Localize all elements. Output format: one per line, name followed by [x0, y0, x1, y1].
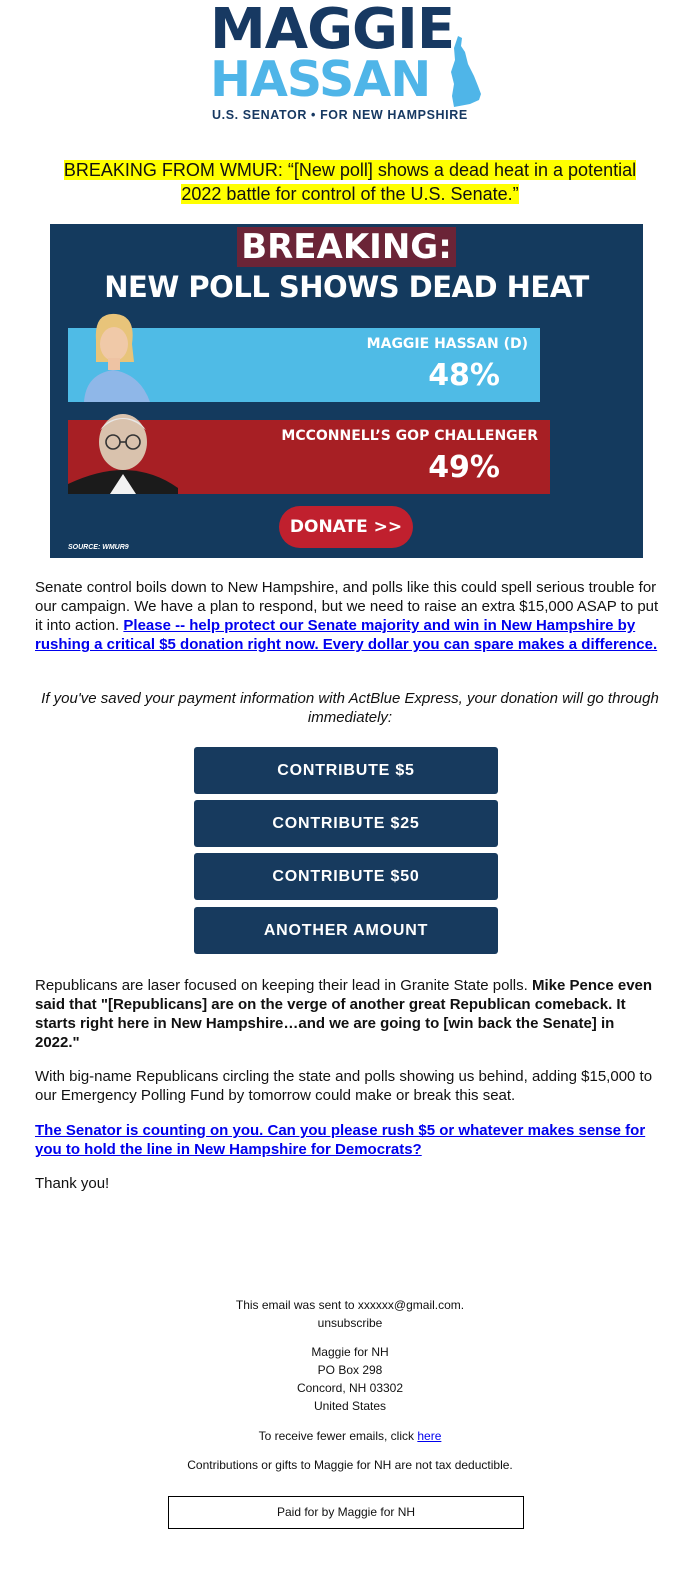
thank-you: Thank you!	[35, 1175, 110, 1192]
body-paragraph-2	[35, 976, 655, 1052]
contribute-5-button[interactable]: CONTRIBUTE $5	[194, 747, 498, 794]
banner-donate-button[interactable]: DONATE >>	[279, 506, 413, 548]
address-line: PO Box 298	[317, 1363, 383, 1377]
breaking-headline	[50, 158, 650, 206]
sent-to-note: This email was sent to xxxxxx@gmail.com.	[235, 1298, 465, 1312]
contribute-25-button[interactable]: CONTRIBUTE $25	[194, 800, 498, 847]
body-cta	[35, 1121, 663, 1159]
poll-banner[interactable]	[50, 224, 643, 558]
contribute-50-button[interactable]: CONTRIBUTE $50	[194, 853, 498, 900]
donation-appeal-link[interactable]: Please -- help protect our Senate majority and win in New Hampshire by rushing a critical $5 donation right now. Every dollar you can spare makes a difference.	[35, 617, 658, 653]
fewer-emails-note	[0, 1427, 700, 1445]
poll-bar-hassan	[68, 328, 540, 402]
logo-first-name: MAGGIE	[210, 0, 455, 62]
address-line: Maggie for NH	[311, 1345, 389, 1359]
banner-source: SOURCE: WMUR9	[68, 544, 129, 551]
hassan-percent: 48%	[428, 358, 500, 393]
fewer-emails-link[interactable]: here	[417, 1429, 442, 1443]
banner-breaking-label: BREAKING:	[237, 227, 456, 267]
headline-text: BREAKING FROM WMUR: “[New poll] shows a dead heat in a potential 2022 battle for control of the U.S. Senate.”	[63, 160, 637, 204]
address-line: Concord, NH 03302	[296, 1381, 404, 1395]
fewer-emails-text: To receive fewer emails, click	[258, 1429, 418, 1443]
paid-for-box: Paid for by Maggie for NH	[168, 1496, 524, 1529]
logo-tagline: U.S. SENATOR • FOR NEW HAMPSHIRE	[212, 108, 468, 122]
challenger-label: MCCONNELL’S GOP CHALLENGER	[281, 428, 538, 444]
unsubscribe-link[interactable]: unsubscribe	[317, 1316, 383, 1330]
actblue-note: If you've saved your payment information with ActBlue Express, your donation will go through immediately:	[41, 690, 659, 726]
paragraph-2-text: Republicans are laser focused on keeping their lead in Granite State polls.	[35, 977, 532, 994]
challenger-percent: 49%	[428, 450, 500, 485]
hassan-label: MAGGIE HASSAN (D)	[366, 336, 528, 352]
poll-bar-challenger	[68, 420, 550, 494]
body-paragraph-1	[35, 578, 663, 654]
body-paragraph-3: With big-name Republicans circling the state and polls showing us behind, adding $15,000 to our Emergency Polling Fund by tomorrow could make or break this seat.	[35, 1068, 653, 1104]
address-line: United States	[313, 1399, 387, 1413]
another-amount-button[interactable]: ANOTHER AMOUNT	[194, 907, 498, 954]
hassan-photo	[68, 310, 158, 402]
tax-note: Contributions or gifts to Maggie for NH are not tax deductible.	[187, 1458, 513, 1472]
campaign-logo	[206, 0, 496, 124]
logo-last-name: HASSAN	[210, 51, 431, 108]
banner-breaking	[50, 228, 643, 266]
banner-subtitle: NEW POLL SHOWS DEAD HEAT	[104, 270, 589, 304]
new-hampshire-icon	[448, 36, 482, 108]
paragraph-1-text: Senate control boils down to New Hampshire, and polls like this could spell serious trouble for our campaign. We have a plan to respond, but we need to raise an extra $15,000 ASAP to put it into action.	[35, 579, 659, 634]
mcconnell-photo	[68, 404, 178, 494]
senator-counting-link[interactable]: The Senator is counting on you. Can you please rush $5 or whatever makes sense for you to hold the line in New Hampshire for Democrats?	[35, 1122, 646, 1158]
pence-quote: Mike Pence even said that "[Republicans] are on the verge of another great Republican comeback. It starts right here in New Hampshire…and we are going to [win back the Senate] in 2022."	[35, 977, 653, 1051]
